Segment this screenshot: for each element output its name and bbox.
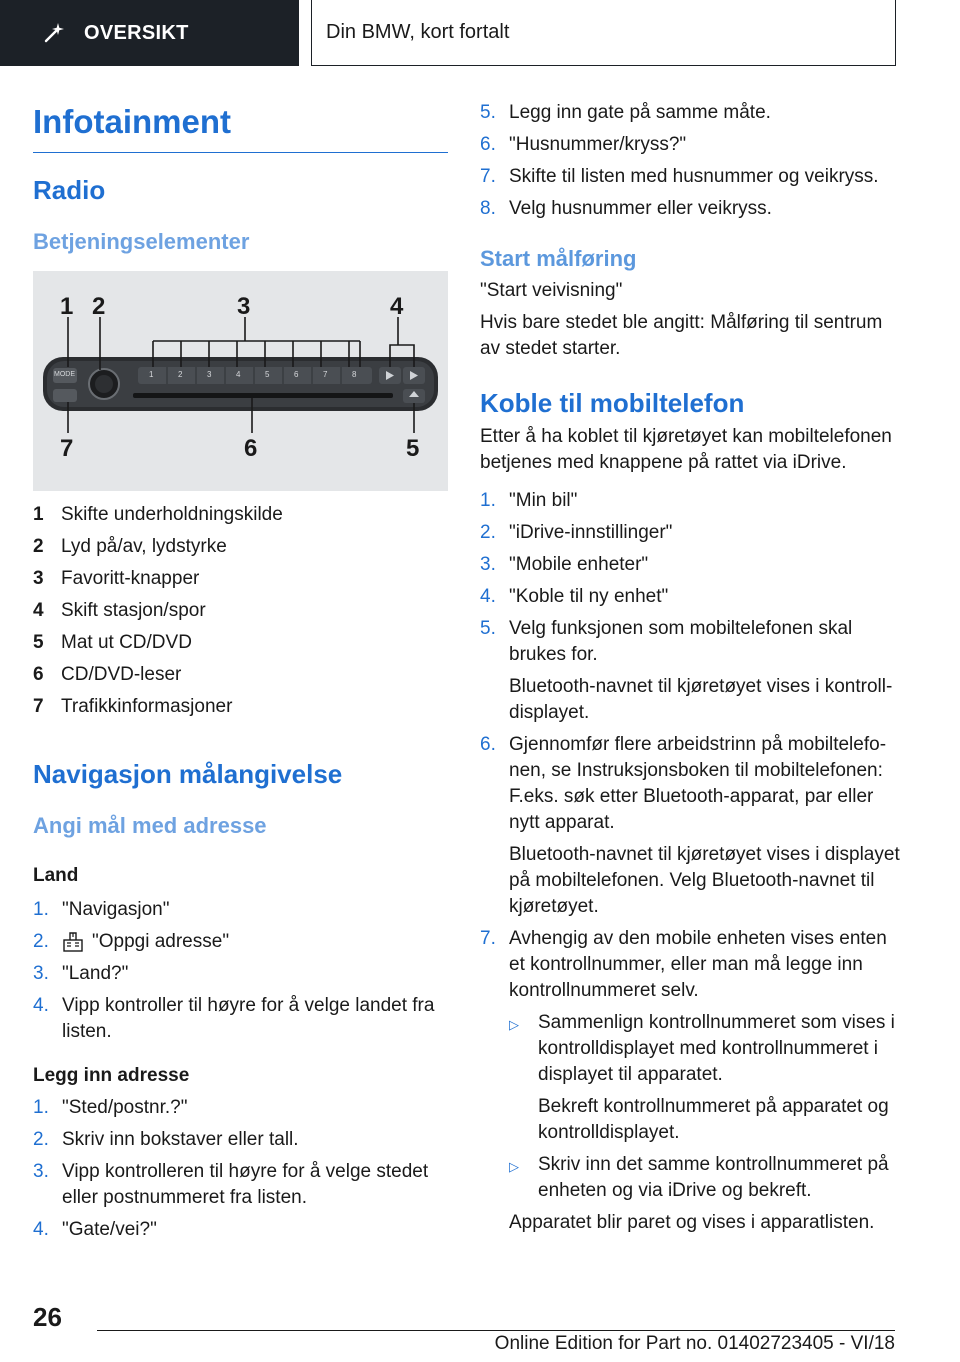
- fav-label-1: 1: [149, 370, 154, 379]
- list-item: 2. Skriv inn bokstaver eller tall.: [33, 1129, 299, 1150]
- legend-item: 7 Trafikkinformasjoner: [33, 696, 233, 717]
- radio-heading: Radio: [33, 175, 106, 205]
- mode-button-label: MODE: [54, 371, 75, 378]
- page-number: 26: [33, 1302, 62, 1332]
- list-item: 3. "Land?": [33, 963, 129, 984]
- list-item: 8. Velg husnummer eller veikryss.: [480, 198, 772, 219]
- figure-callout-3: 3: [237, 293, 251, 320]
- start-guidance-heading: Start målføring: [480, 246, 637, 271]
- controls-subheading: Betjeningselementer: [33, 229, 250, 254]
- legend-item: 3 Favoritt-knapper: [33, 568, 200, 589]
- header-tab-overview[interactable]: [0, 0, 299, 66]
- navigation-heading: Navigasjon målangivelse: [33, 759, 343, 789]
- legend-item: 6 CD/DVD-leser: [33, 664, 182, 685]
- list-item: 6. "Husnummer/kryss?": [480, 134, 687, 155]
- land-steps: [33, 897, 448, 1045]
- phone-heading: Koble til mobiltelefon: [480, 388, 745, 418]
- figure-callout-4: 4: [390, 293, 404, 320]
- figure-callout-1: 1: [60, 293, 74, 320]
- list-item: 3. "Mobile enheter": [480, 554, 649, 575]
- sparkle-icon: [42, 21, 66, 45]
- figure-callout-5: 5: [406, 435, 420, 462]
- phone-steps: [480, 488, 900, 1236]
- sub-list-item: ▷ Skriv inn det samme kontrollnummeret på enheten og via iDrive og bekreft.: [509, 1152, 900, 1204]
- address-entry-icon: [62, 931, 84, 953]
- legend-item: 4 Skift stasjon/spor: [33, 600, 206, 621]
- legend-item: 1 Skifte underholdningskilde: [33, 504, 283, 525]
- list-item: 7. Skifte til listen med husnummer og veikryss.: [480, 166, 879, 187]
- pairing-result-text: Apparatet blir paret og vises i apparatlisten.: [509, 1212, 875, 1233]
- address-subheading: Angi mål med adresse: [33, 813, 267, 838]
- triangle-bullet-icon: ▷: [509, 1159, 519, 1174]
- figure-callout-2: 2: [92, 293, 106, 320]
- list-item: 6. Gjennomfør flere arbeidstrinn på mobiltelefonen, se Instruksjonsboken til mobiltelefonen: F.eks. søk etter Bluetooth-apparat, par eller nytt apparat. Bluetooth-navnet til kjøretøyet vises i displayet på mobiltelefonen. Velg Bluetooth-navnet til kjøretøyet.: [480, 734, 900, 917]
- address-steps: [33, 1095, 448, 1243]
- triangle-bullet-icon: ▷: [509, 1017, 519, 1032]
- list-item: 4. "Koble til ny enhet": [480, 586, 669, 607]
- fav-label-8: 8: [352, 370, 357, 379]
- list-item: 3. Vipp kontrolleren til høyre for å velge stedet eller postnummeret fra listen.: [33, 1161, 429, 1208]
- page-title: Infotainment: [33, 100, 448, 153]
- figure-callout-6: 6: [244, 435, 258, 462]
- fav-label-6: 6: [294, 370, 299, 379]
- left-column: [33, 100, 448, 1249]
- fav-label-7: 7: [323, 370, 328, 379]
- list-item: 5. Legg inn gate på samme måte.: [480, 102, 771, 123]
- sub-list-item: ▷ Sammenlign kontrollnummeret som vises i kontrolldisplayet med kontrollnummeret i displayet til apparatet. Bekreft kontrollnummeret på apparatet og kontrolldisplayet.: [509, 1010, 900, 1146]
- list-item: 7. Avhengig av den mobile enheten vises enten et kontrollnummer, eller man må legge inn kontrollnummeret selv. ▷ Sammenlign kontrollnummeret som vises i kontrolldisplayet med kontrollnummeret i displayet til apparatet. Bekreft kontrollnummeret på apparatet og kontrolldisplayet. ▷ Skriv inn det samme kontrollnummeret på enheten og via iDrive og bekreft. Apparatet blir paret og vises i apparatlisten.: [480, 926, 900, 1236]
- list-item: 5. Velg funksjonen som mobiltelefonen skal brukes for. Bluetooth-navnet til kjøretøyet vises i kontrolldisplayet.: [480, 618, 893, 723]
- enter-address-heading: Legg inn adresse: [33, 1065, 190, 1086]
- list-item: 2. "iDrive-innstillinger": [480, 522, 673, 543]
- list-item: 1. "Sted/postnr.?": [33, 1097, 188, 1118]
- fav-label-5: 5: [265, 370, 270, 379]
- header-section-label: Din BMW, kort fortalt: [326, 21, 510, 43]
- list-item: 4. "Gate/vei?": [33, 1219, 157, 1240]
- start-guidance-text: "Start veivisning": [480, 280, 623, 301]
- fav-label-2: 2: [178, 370, 183, 379]
- list-item: 1. "Min bil": [480, 490, 578, 511]
- list-item: 4. Vipp kontroller til høyre for å velge landet fra listen.: [33, 995, 435, 1042]
- header-section: [311, 0, 896, 66]
- footer-divider: [97, 1330, 895, 1331]
- legend-item: 2 Lyd på/av, lydstyrke: [33, 536, 227, 557]
- fav-label-4: 4: [236, 370, 241, 379]
- legend-item: 5 Mat ut CD/DVD: [33, 632, 192, 653]
- phone-intro: Etter å ha koblet til kjøretøyet kan mobiltelefonen betjenes med knappene på rattet via iDrive.: [480, 426, 892, 473]
- list-item: 2. "Oppgi adresse": [33, 931, 230, 952]
- land-heading: Land: [33, 865, 79, 886]
- fav-label-3: 3: [207, 370, 212, 379]
- start-guidance-note: Hvis bare stedet ble angitt: Målføring til sentrum av stedet starter.: [480, 312, 883, 359]
- footer-edition: Online Edition for Part no. 01402723405 - VI/18: [494, 1333, 895, 1354]
- address-steps-continued: [480, 100, 900, 222]
- list-item: 1. "Navigasjon": [33, 899, 170, 920]
- header-tab-label: OVERSIKT: [84, 21, 189, 44]
- right-column: [480, 100, 900, 1242]
- radio-controls-figure: [33, 271, 448, 491]
- figure-callout-7: 7: [60, 435, 74, 462]
- legend-list: [33, 499, 448, 723]
